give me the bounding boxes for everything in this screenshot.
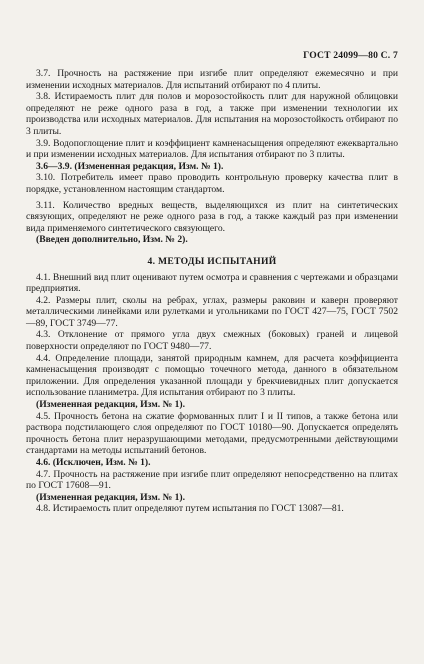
paragraph-4-1: 4.1. Внешний вид плит оценивают путем осмотра и сравнения с чертежами и образцами предприятия.	[26, 271, 398, 295]
paragraph-4-3: 4.3. Отклонение от прямого угла двух смежных (боковых) граней и лицевой поверхности определяют по ГОСТ 9480—77.	[26, 329, 398, 353]
amendment-note: (Введен дополнительно, Изм. № 2).	[36, 234, 188, 246]
document-body	[26, 68, 398, 515]
paragraph-3-8: 3.8. Истираемость плит для полов и морозостойкость плит для наружной облицовки определяют не реже одного раза в год, а также при изменении технологии их производства или исходных материалов. Для испытания на морозостойкость отбирают по 3 плиты.	[26, 91, 398, 137]
amendment-note: 3.6—3.9. (Измененная редакция, Изм. № 1).	[36, 160, 224, 172]
paragraph-3-10: 3.10. Потребитель имеет право проводить контрольную проверку качества плит в порядке, установленном настоящим стандартом.	[26, 172, 398, 195]
section-heading: 4. МЕТОДЫ ИСПЫТАНИЙ	[147, 255, 277, 267]
amendment-note: (Измененная редакция, Изм. № 1).	[36, 399, 186, 411]
paragraph-4-4: 4.4. Определение площади, занятой природным камнем, для расчета коэффициента камненасыщения производят с помощью точечного метода, данного в обязательном приложении. Для определения указанной площади у брекчиевидных плит допускается использование планиметра. Для испытания отбирают по 3 плиты.	[26, 352, 398, 399]
paragraph-4-7: 4.7. Прочность на растяжение при изгибе плит определяют непосредственно на плитах по ГОСТ 17608—91.	[26, 468, 398, 492]
paragraph-3-9: 3.9. Водопоглощение плит и коэффициент камненасыщения определяют ежеквартально и при изменении исходных материалов. Для испытания отбирают по 3 плиты.	[26, 137, 398, 161]
paragraph-3-11: 3.11. Количество вредных веществ, выделяющихся из плит на синтетических связующих, определяют не реже одного раза в год, а также каждый раз при изменении вида применяемого синтетического связующего.	[26, 199, 398, 234]
paragraph-3-7: 3.7. Прочность на растяжение при изгибе плит определяют ежемесячно и при изменении исходных материалов. Для испытаний отбирают по 4 плиты.	[26, 68, 398, 91]
paragraph-4-2: 4.2. Размеры плит, сколы на ребрах, углах, размеры раковин и каверн проверяют металлическими линейками или рулетками и угольниками по ГОСТ 427—75, ГОСТ 7502—89, ГОСТ 3749—77.	[26, 294, 398, 329]
paragraph-4-6: 4.6. (Исключен, Изм. № 1).	[36, 457, 151, 468]
page-header: ГОСТ 24099—80 С. 7	[303, 50, 398, 61]
paragraph-4-5: 4.5. Прочность бетона на сжатие формованных плит I и II типов, а также бетона или раствора подстилающего слоя определяют по ГОСТ 10180—90. Допускается определять прочность бетона плит неразрушающими методами, предусмотренными действующими стандартами на методы испытаний бетонов.	[26, 410, 398, 457]
paragraph-4-8: 4.8. Истираемость плит определяют путем испытания по ГОСТ 13087—81.	[36, 503, 344, 515]
amendment-note: (Измененная редакция, Изм. № 1).	[36, 491, 186, 503]
